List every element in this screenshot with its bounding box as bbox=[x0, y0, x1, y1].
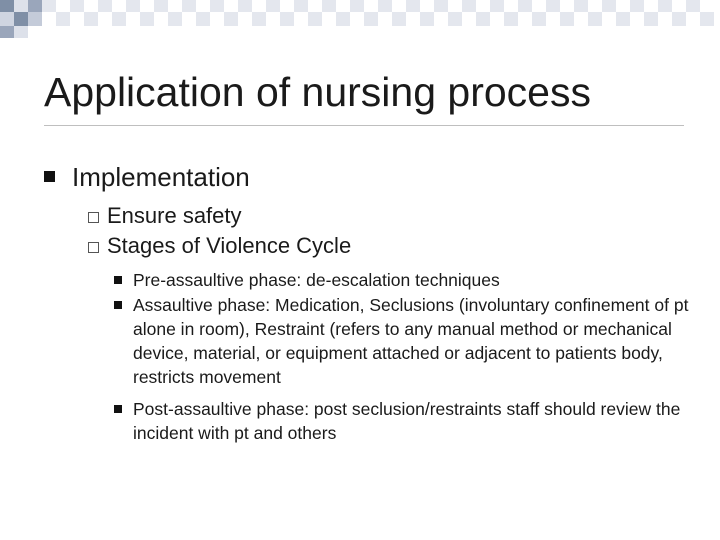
square-bullet-icon bbox=[114, 276, 122, 284]
slide-title: Application of nursing process bbox=[44, 69, 591, 115]
bullet-implementation: Implementation bbox=[72, 162, 250, 192]
bullet-post-assaultive: Post-assaultive phase: post seclusion/restraints staff should review the incident with pt and others bbox=[133, 399, 681, 443]
title-divider bbox=[44, 125, 684, 126]
hollow-square-bullet-icon bbox=[88, 242, 99, 253]
square-bullet-icon bbox=[44, 171, 55, 182]
bullet-pre-assaultive: Pre-assaultive phase: de-escalation techniques bbox=[133, 270, 500, 290]
bullet-assaultive: Assaultive phase: Medication, Seclusions (involuntary confinement of pt alone in room), Restraint (refers to any manual method or mechanical device, material, or equipment attached or adjacent to patients body, restricts movement bbox=[133, 295, 689, 387]
bullet-ensure-safety: Ensure safety bbox=[107, 203, 242, 228]
header-checker-decoration bbox=[0, 0, 720, 40]
square-bullet-icon bbox=[114, 405, 122, 413]
bullet-stages-violence-cycle: Stages of Violence Cycle bbox=[107, 233, 352, 258]
hollow-square-bullet-icon bbox=[88, 212, 99, 223]
square-bullet-icon bbox=[114, 301, 122, 309]
